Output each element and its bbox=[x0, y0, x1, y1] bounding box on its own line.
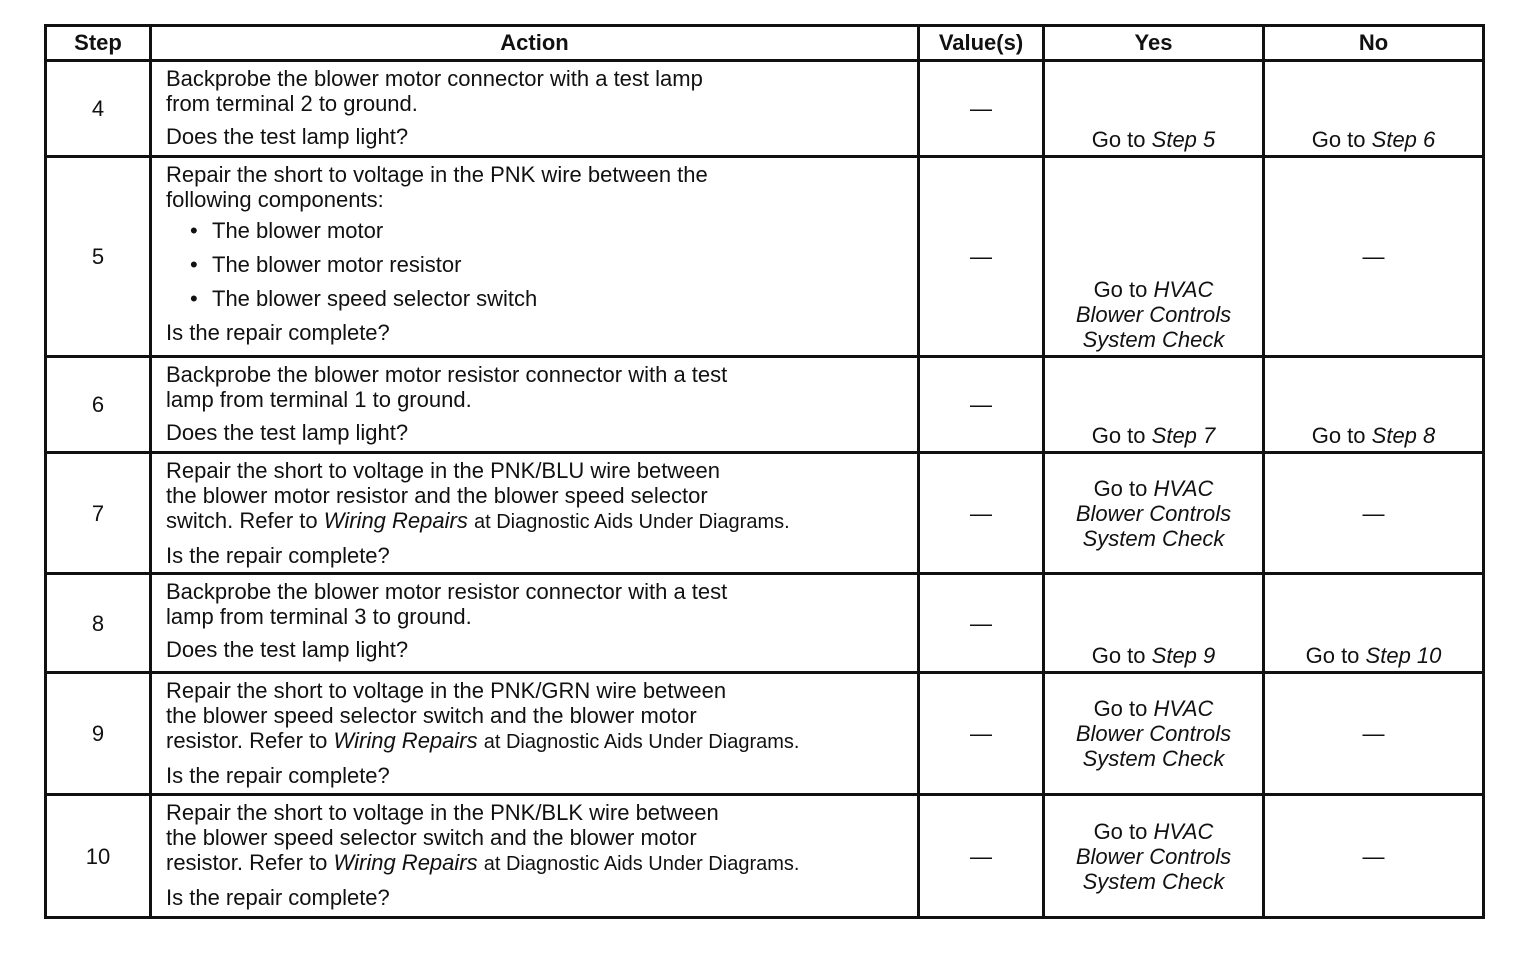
value-cell: — bbox=[919, 673, 1044, 795]
goto-text: Go to bbox=[1093, 475, 1148, 501]
goto-hvac-link[interactable]: HVAC bbox=[1153, 696, 1214, 721]
goto-text: Go to bbox=[1091, 643, 1146, 668]
yes-cell bbox=[1044, 61, 1264, 157]
action-line-ref bbox=[166, 850, 907, 877]
action-cell bbox=[151, 574, 919, 673]
action-question: Is the repair complete? bbox=[166, 885, 390, 910]
action-cell bbox=[151, 673, 919, 795]
goto-text: Go to bbox=[1093, 277, 1148, 302]
action-line: lamp from terminal 1 to ground. bbox=[166, 387, 472, 412]
yes-cell bbox=[1044, 157, 1264, 357]
step-number: 7 bbox=[46, 453, 151, 574]
table-row-step-6 bbox=[46, 357, 1484, 453]
action-line: from terminal 2 to ground. bbox=[166, 91, 418, 116]
step-number: 8 bbox=[46, 574, 151, 673]
header-row bbox=[46, 26, 1484, 61]
value-cell: — bbox=[919, 453, 1044, 574]
header-step: Step bbox=[46, 26, 151, 61]
no-cell bbox=[1264, 61, 1484, 157]
action-question: Is the repair complete? bbox=[166, 763, 390, 788]
goto-hvac-link[interactable]: Blower Controls bbox=[1075, 500, 1232, 526]
table-row-step-7 bbox=[46, 453, 1484, 574]
refer-text: Refer to bbox=[249, 850, 328, 875]
step-number: 10 bbox=[46, 795, 151, 918]
action-line: lamp from terminal 3 to ground. bbox=[166, 604, 472, 629]
action-question: Does the test lamp light? bbox=[166, 637, 409, 662]
header-yes: Yes bbox=[1044, 26, 1264, 61]
goto-hvac-link[interactable]: HVAC bbox=[1153, 277, 1214, 302]
action-line: the blower speed selector switch and the blower motor bbox=[166, 825, 697, 850]
yes-cell bbox=[1044, 574, 1264, 673]
value-cell: — bbox=[919, 157, 1044, 357]
no-cell: — bbox=[1264, 157, 1484, 357]
action-line: Backprobe the blower motor resistor connector with a test bbox=[166, 579, 728, 604]
action-line: switch. bbox=[166, 508, 234, 533]
wiring-repairs-link[interactable]: Wiring Repairs bbox=[323, 508, 468, 533]
goto-text: Go to bbox=[1093, 818, 1148, 844]
action-line: Repair the short to voltage in the PNK/BLK wire between bbox=[166, 800, 719, 825]
goto-hvac-link[interactable]: Blower Controls bbox=[1075, 302, 1232, 327]
action-question: Does the test lamp light? bbox=[166, 124, 409, 149]
goto-step-link[interactable]: Step 7 bbox=[1151, 423, 1216, 448]
table-row-step-4 bbox=[46, 61, 1484, 157]
table-row-step-10 bbox=[46, 795, 1484, 918]
action-cell bbox=[151, 453, 919, 574]
action-line: the blower motor resistor and the blower speed selector bbox=[166, 483, 708, 508]
action-line-ref bbox=[166, 508, 907, 535]
step-number: 5 bbox=[46, 157, 151, 357]
goto-hvac-link[interactable]: System Check bbox=[1082, 746, 1225, 771]
goto-step-link[interactable]: Step 10 bbox=[1365, 643, 1442, 668]
wiring-repairs-link[interactable]: Wiring Repairs bbox=[333, 850, 478, 875]
goto-step-link[interactable]: Step 8 bbox=[1371, 423, 1436, 448]
goto-hvac-link[interactable]: Blower Controls bbox=[1075, 843, 1232, 869]
action-line: the blower speed selector switch and the blower motor bbox=[166, 703, 697, 728]
goto-text: Go to bbox=[1305, 643, 1360, 668]
value-cell: — bbox=[919, 61, 1044, 157]
value-cell: — bbox=[919, 357, 1044, 453]
refer-location: at Diagnostic Aids Under Diagrams. bbox=[483, 731, 800, 753]
list-item: • The blower speed selector switch bbox=[212, 286, 907, 311]
refer-location: at Diagnostic Aids Under Diagrams. bbox=[473, 511, 790, 533]
action-line: Repair the short to voltage in the PNK/GRN wire between bbox=[166, 678, 727, 703]
no-cell: — bbox=[1264, 453, 1484, 574]
action-question: Does the test lamp light? bbox=[166, 420, 409, 445]
component-list bbox=[166, 218, 907, 311]
value-cell: — bbox=[919, 795, 1044, 918]
action-line: following components: bbox=[166, 187, 384, 212]
goto-text: Go to bbox=[1311, 423, 1366, 448]
no-cell: — bbox=[1264, 795, 1484, 918]
list-item: • The blower motor resistor bbox=[212, 252, 907, 277]
step-number: 6 bbox=[46, 357, 151, 453]
goto-step-link[interactable]: Step 9 bbox=[1151, 643, 1216, 668]
step-number: 9 bbox=[46, 673, 151, 795]
no-cell bbox=[1264, 357, 1484, 453]
action-line: Backprobe the blower motor resistor connector with a test bbox=[166, 362, 728, 387]
action-question: Is the repair complete? bbox=[166, 320, 390, 345]
yes-cell bbox=[1044, 453, 1264, 574]
step-number: 4 bbox=[46, 61, 151, 157]
goto-text: Go to bbox=[1311, 127, 1366, 152]
goto-text: Go to bbox=[1091, 127, 1146, 152]
header-no: No bbox=[1264, 26, 1484, 61]
action-cell bbox=[151, 157, 919, 357]
action-line: resistor. bbox=[166, 850, 244, 875]
refer-location: at Diagnostic Aids Under Diagrams. bbox=[483, 853, 800, 875]
action-line: Repair the short to voltage in the PNK/BLU wire between bbox=[166, 458, 720, 483]
header-values: Value(s) bbox=[919, 26, 1044, 61]
diagnostic-table bbox=[44, 24, 1485, 919]
action-line: Backprobe the blower motor connector with a test lamp bbox=[166, 66, 703, 91]
goto-hvac-link[interactable]: System Check bbox=[1082, 525, 1225, 551]
goto-hvac-link[interactable]: System Check bbox=[1082, 868, 1225, 894]
no-cell: — bbox=[1264, 673, 1484, 795]
action-line-ref bbox=[166, 728, 907, 755]
action-cell bbox=[151, 357, 919, 453]
goto-text: Go to bbox=[1091, 423, 1146, 448]
action-cell bbox=[151, 795, 919, 918]
yes-cell bbox=[1044, 795, 1264, 918]
goto-text: Go to bbox=[1093, 696, 1148, 721]
header-action: Action bbox=[151, 26, 919, 61]
goto-hvac-link[interactable]: HVAC bbox=[1153, 818, 1214, 844]
action-line: Repair the short to voltage in the PNK wire between the bbox=[166, 162, 708, 187]
action-line: resistor. bbox=[166, 728, 244, 753]
refer-text: Refer to bbox=[239, 508, 318, 533]
action-cell bbox=[151, 61, 919, 157]
action-question: Is the repair complete? bbox=[166, 543, 390, 568]
table-row-step-9 bbox=[46, 673, 1484, 795]
wiring-repairs-link[interactable]: Wiring Repairs bbox=[333, 728, 478, 753]
no-cell bbox=[1264, 574, 1484, 673]
goto-hvac-link[interactable]: Blower Controls bbox=[1075, 721, 1232, 746]
goto-hvac-link[interactable]: System Check bbox=[1082, 327, 1225, 352]
goto-step-link[interactable]: Step 5 bbox=[1151, 127, 1216, 152]
refer-text: Refer to bbox=[249, 728, 328, 753]
table-row-step-8 bbox=[46, 574, 1484, 673]
value-cell: — bbox=[919, 574, 1044, 673]
table-row-step-5 bbox=[46, 157, 1484, 357]
yes-cell bbox=[1044, 673, 1264, 795]
yes-cell bbox=[1044, 357, 1264, 453]
list-item: • The blower motor bbox=[212, 218, 907, 243]
goto-hvac-link[interactable]: HVAC bbox=[1153, 475, 1214, 501]
goto-step-link[interactable]: Step 6 bbox=[1371, 127, 1436, 152]
